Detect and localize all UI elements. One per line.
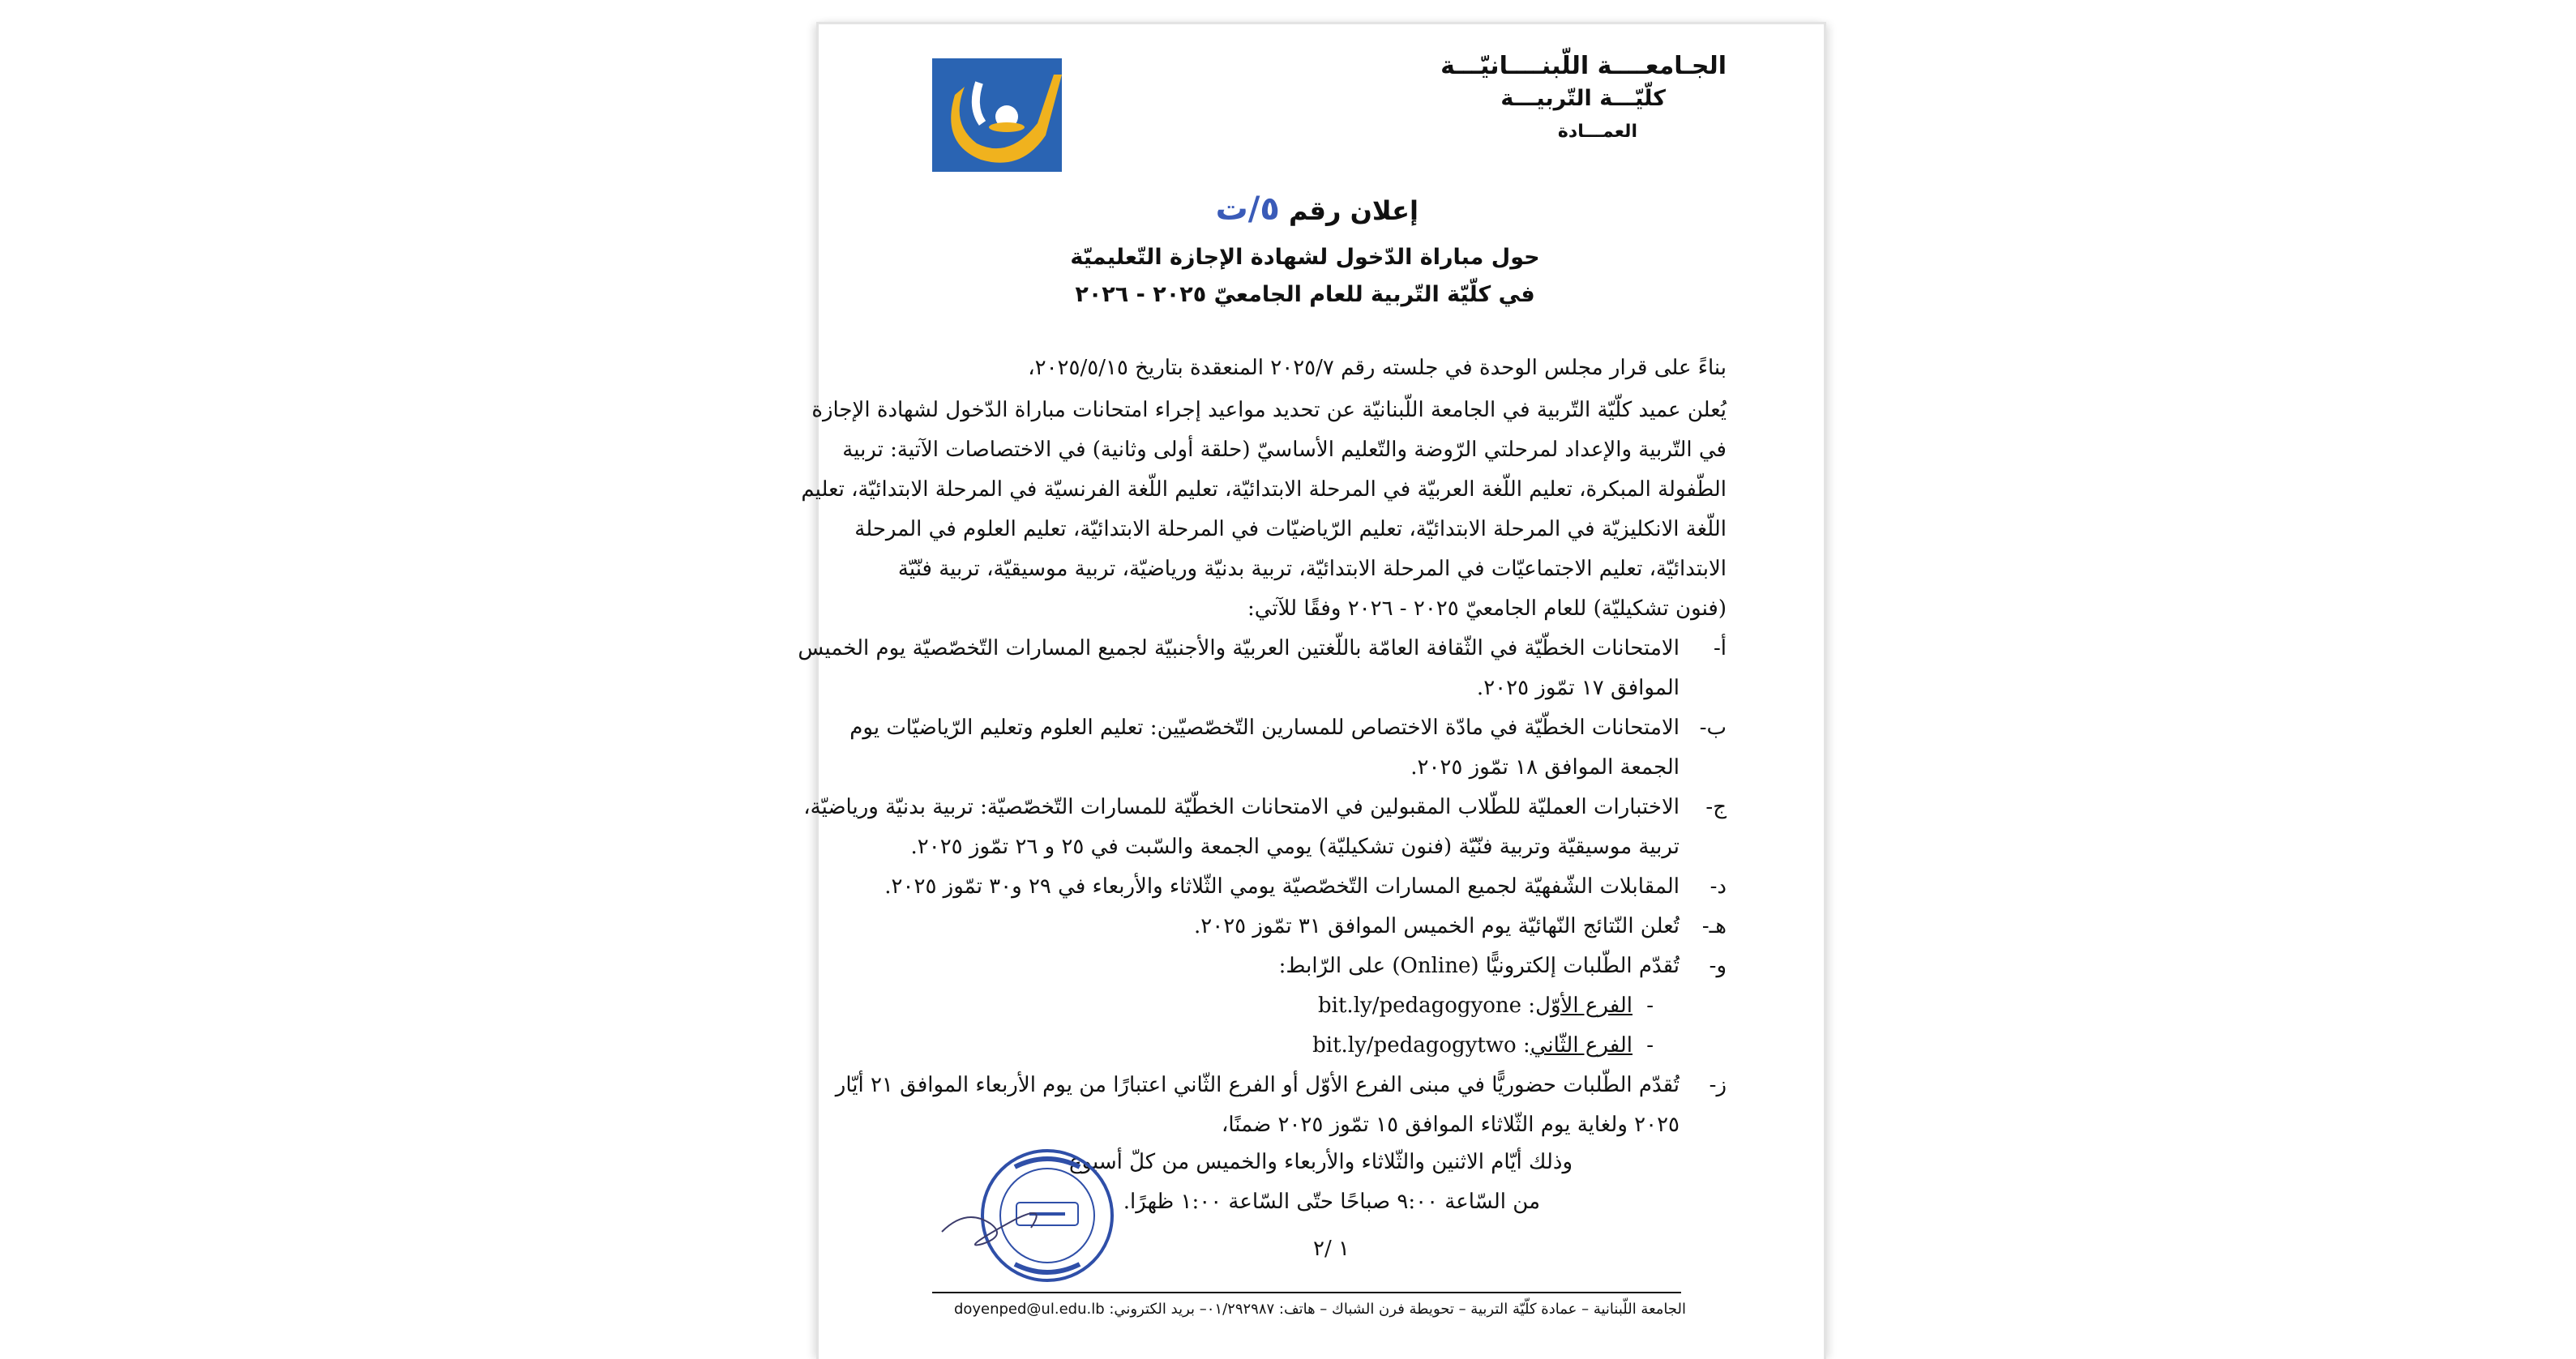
list-marker: أ-: [1713, 636, 1727, 660]
announcement-title: [1216, 190, 1419, 228]
list-item-line: تُعلن النّتائج النّهائيّة يوم الخميس الموافق ٣١ تمّوز ٢٠٢٥.: [1194, 914, 1680, 938]
list-item-line: الموافق ١٧ تمّوز ٢٠٢٥.: [1476, 676, 1680, 700]
list-item-line: الامتحانات الخطّيّة في الثّقافة العامّة باللّغتين العربيّة والأجنبيّة لجميع المسارات التّخصّصيّة يوم الخميس: [798, 636, 1680, 660]
announcement-number: ٥/ت: [1215, 190, 1280, 228]
official-stamp: [934, 1135, 1120, 1297]
list-marker: ب-: [1699, 716, 1727, 740]
list-marker: ج-: [1705, 795, 1727, 819]
link-row: - الفرع الثّاني : bit.ly/pedagogytwo: [916, 1026, 1727, 1066]
list-item-line: تربية موسيقيّة وتربية فنّيّة (فنون تشكيليّة) يومي الجمعة والسّبت في ٢٥ و ٢٦ تمّوز ٢٠٢٥.: [910, 835, 1680, 859]
link-url[interactable]: bit.ly/pedagogyone: [1318, 994, 1522, 1018]
list-marker: هـ-: [1701, 914, 1727, 938]
list-item-line: ٢٠٢٥ ولغاية يوم الثّلاثاء الموافق ١٥ تمّوز ٢٠٢٥ ضمنًا،: [1221, 1113, 1680, 1137]
list-item: [835, 1066, 1727, 1145]
list-item-line: المقابلات الشّفهيّة لجميع المسارات التّخصّصيّة يومي الثّلاثاء والأربعاء في ٢٩ و٣٠ تمّوز ٢٠٢٥.: [884, 874, 1680, 899]
faculty-name: كلّيّـــة التّربيـــة: [1500, 86, 1666, 111]
main-paragraph: [801, 391, 1727, 629]
link-row: - الفرع الأوّل : bit.ly/pedagogyone: [916, 986, 1727, 1026]
list-marker: ز-: [1709, 1073, 1727, 1097]
faculty-logo: [932, 58, 1070, 172]
list-item: [849, 708, 1727, 788]
list-item: [798, 629, 1727, 708]
announcement-label: إعلان رقم: [1288, 195, 1419, 226]
link-branch-label: الفرع الأوّل: [1535, 994, 1632, 1018]
paragraph-line: اللّغة الانكليزيّة في المرحلة الابتدائيّة، تعليم الرّياضيّات في المرحلة الابتدائيّة، تعليم العلوم في المرحلة: [854, 517, 1727, 541]
paragraph-line: يُعلن عميد كلّيّة التّربية في الجامعة اللّبنانيّة عن تحديد مواعيد إجراء امتحانات مباراة الدّخول لشهادة الإجازة: [811, 398, 1727, 422]
list-item-line: الاختبارات العمليّة للطّلاب المقبولين في الامتحانات الخطّيّة للمسارات التّخصّصيّة: تربية بدنيّة ورياضيّة،: [803, 795, 1680, 819]
schedule-hours-line: من السّاعة ٩:٠٠ صباحًا حتّى السّاعة ١:٠٠ ظهرًا.: [1123, 1190, 1540, 1214]
list-item-line: تُقدّم الطّلبات إلكترونيًّا (Online) على الرّابط:: [1278, 954, 1680, 978]
page-number: ١ /٢: [1313, 1237, 1350, 1261]
document-page: [798, 24, 1824, 1359]
list-item-line: الامتحانات الخطّيّة في مادّة الاختصاص للمسارين التّخصّصيّين: تعليم العلوم وتعليم الرّياضيّات يوم: [849, 716, 1680, 740]
list-item: [884, 867, 1727, 907]
paragraph-line: الابتدائيّة، تعليم الاجتماعيّات في المرحلة الابتدائيّة، تربية بدنيّة ورياضيّة، تربية موسيقيّة، تربية فنّيّة: [897, 557, 1727, 581]
signature-scribble: [942, 1213, 1037, 1245]
subject-line-2: في كلّيّة التّربية للعام الجامعيّ ٢٠٢٥ - ٢٠٢٦: [1075, 282, 1535, 307]
list-item: [916, 907, 1727, 947]
footer-rule: [932, 1292, 1681, 1293]
university-name: الجـامعــــة اللّبنــــانيّـــة: [1440, 52, 1727, 80]
list-item: [803, 788, 1727, 867]
list-marker: و-: [1709, 954, 1727, 978]
footer-contact: الجامعة اللّبنانية – عمادة كلّيّة التربية – تحويطة فرن الشباك – هاتف: ٠١/٢٩٢٩٨٧– بريد الكتروني: doyenped@ul.edu.lb: [953, 1301, 1686, 1318]
paragraph-line: الطّفولة المبكرة، تعليم اللّغة العربيّة في المرحلة الابتدائيّة، تعليم اللّغة الفرنسيّة في المرحلة الابتدائيّة، تعليم: [801, 477, 1727, 502]
paragraph-line: في التّربية والإعداد لمرحلتي الرّوضة والتّعليم الأساسيّ (حلقة أولى وثانية) في الاختصاصات الآتية: تربية: [842, 438, 1727, 462]
subject-line-1: حول مباراة الدّخول لشهادة الإجازة التّعليميّة: [1070, 245, 1540, 270]
deanship-label: العمـــادة: [1557, 122, 1637, 142]
link-branch-label: الفرع الثّاني: [1530, 1033, 1632, 1058]
link-url[interactable]: bit.ly/pedagogytwo: [1312, 1033, 1517, 1058]
list-marker: د-: [1709, 874, 1727, 899]
paragraph-line: (فنون تشكيليّة) للعام الجامعيّ ٢٠٢٥ - ٢٠٢٦ وفقًا للآتي:: [1247, 596, 1727, 621]
list-item: [916, 947, 1727, 986]
schedule-days-line: وذلك أيّام الاثنين والثّلاثاء والأربعاء والخميس من كلّ أسبوع: [1069, 1150, 1573, 1174]
intro-line: بناءً على قرار مجلس الوحدة في جلسته رقم ٢٠٢٥/٧ المنعقدة بتاريخ ٢٠٢٥/٥/١٥،: [1028, 356, 1727, 380]
list-item-line: تُقدّم الطّلبات حضوريًّا في مبنى الفرع الأوّل أو الفرع الثّاني اعتبارًا من يوم الأربعاء الموافق ٢١ أيّار: [835, 1073, 1680, 1097]
list-item-line: الجمعة الموافق ١٨ تمّوز ٢٠٢٥.: [1410, 755, 1680, 780]
schedule-list: [798, 629, 1727, 1145]
